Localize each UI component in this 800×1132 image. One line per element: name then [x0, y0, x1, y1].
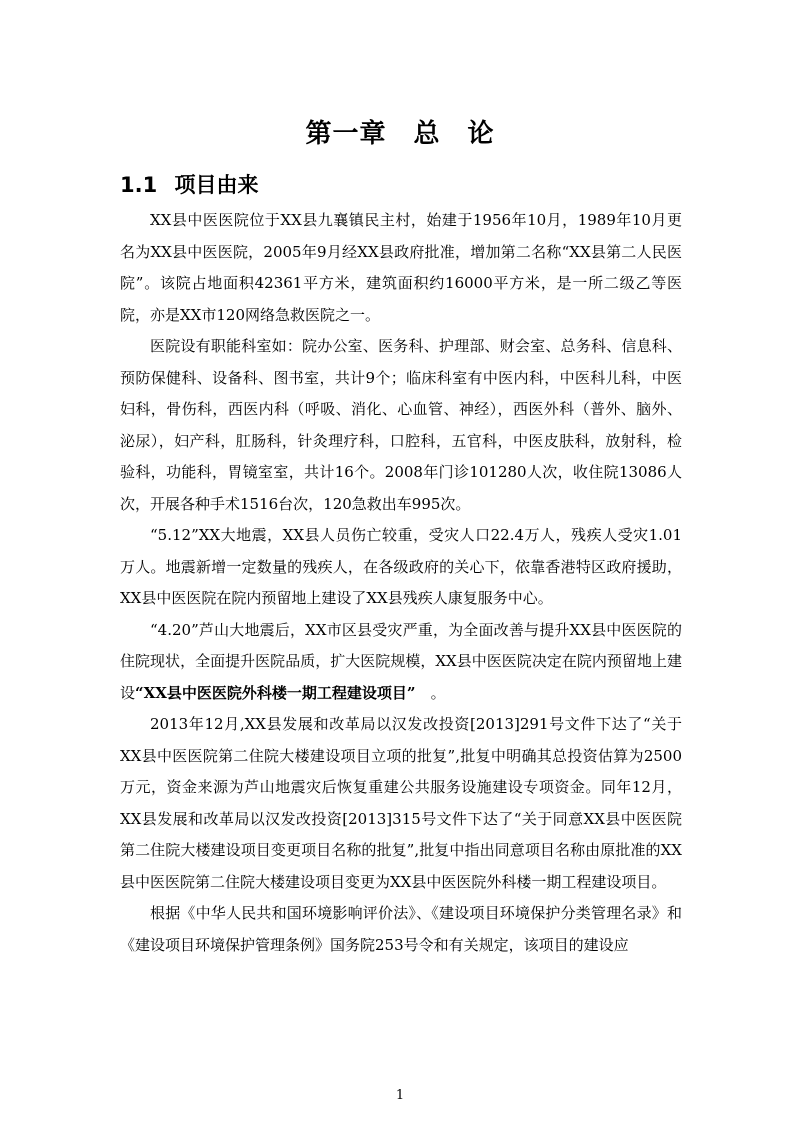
paragraph-420-ending: 。	[415, 683, 446, 702]
body-text	[120, 205, 682, 961]
chapter-title: 第一章 总 论	[305, 119, 495, 149]
paragraph-departments: 医院设有职能科室如：院办公室、医务科、护理部、财会室、总务科、信息科、预防保健科、设备科、图书室，共计9个；临床科室有中医内科，中医科儿科，中医妇科，骨伤科，西医内科（呼吸、消化、心血管、神经），西医外科（普外、脑外、泌尿），妇产科，肛肠科，针灸理疗科，口腔科，五官科，中医皮肤科，放射科，检验科，功能科，胃镜室室，共计16个。2008年门诊101280人次，收住院13086人次，开展各种手术1516台次，120急救出车995次。	[120, 337, 682, 513]
paragraph-regulation: 根据《中华人民共和国环境影响评价法》、《建设项目环境保护分类管理名录》和《建设项目环境保护管理条例》国务院253号令和有关规定，该项目的建设应	[120, 904, 682, 954]
paragraph-earthquake-420	[120, 615, 682, 710]
paragraph-420-text: “4.20”芦山大地震后，XX市区县受灾严重，为全面改善与提升XX县中医医院的住院现状，全面提升医院品质，扩大医院规模，XX县中医医院决定在院内预留地上建设	[120, 620, 682, 702]
section-number: 1.1	[120, 173, 158, 197]
section-title: 项目由来	[174, 173, 259, 197]
project-name-emphasis: “XX县中医医院外科楼一期工程建设项目”	[135, 683, 416, 702]
section-heading	[120, 169, 259, 199]
paragraph-hospital-intro: XX县中医医院位于XX县九襄镇民主村，始建于1956年10月，1989年10月更名为XX县中医医院，2005年9月经XX县政府批准，增加第二名称“XX县第二人民医院”。该院占地面积42361平方米，建筑面积约16000平方米，是一所二级乙等医院，亦是XX市120网络急救医院之一。	[120, 211, 682, 324]
paragraph-approval: 2013年12月,XX县发展和改革局以汉发改投资[2013]291号文件下达了“关于XX县中医医院第二住院大楼建设项目立项的批复”,批复中明确其总投资估算为2500万元，资金来源为芦山地震灾后恢复重建公共服务设施建设专项资金。同年12月，XX县发展和改革局以汉发改投资[2013]315号文件下达了“关于同意XX县中医医院第二住院大楼建设项目变更项目名称的批复”,批复中指出同意项目名称由原批准的XX县中医医院第二住院大楼建设项目变更为XX县中医医院外科楼一期工程建设项目。	[120, 715, 682, 891]
page-number: 1	[395, 1088, 405, 1103]
paragraph-earthquake-512: “5.12”XX大地震，XX县人员伤亡较重，受灾人口22.4万人，残疾人受灾1.01万人。地震新增一定数量的残疾人，在各级政府的关心下，依靠香港特区政府援助，XX县中医医院在院内预留地上建设了XX县残疾人康复服务中心。	[120, 526, 682, 607]
